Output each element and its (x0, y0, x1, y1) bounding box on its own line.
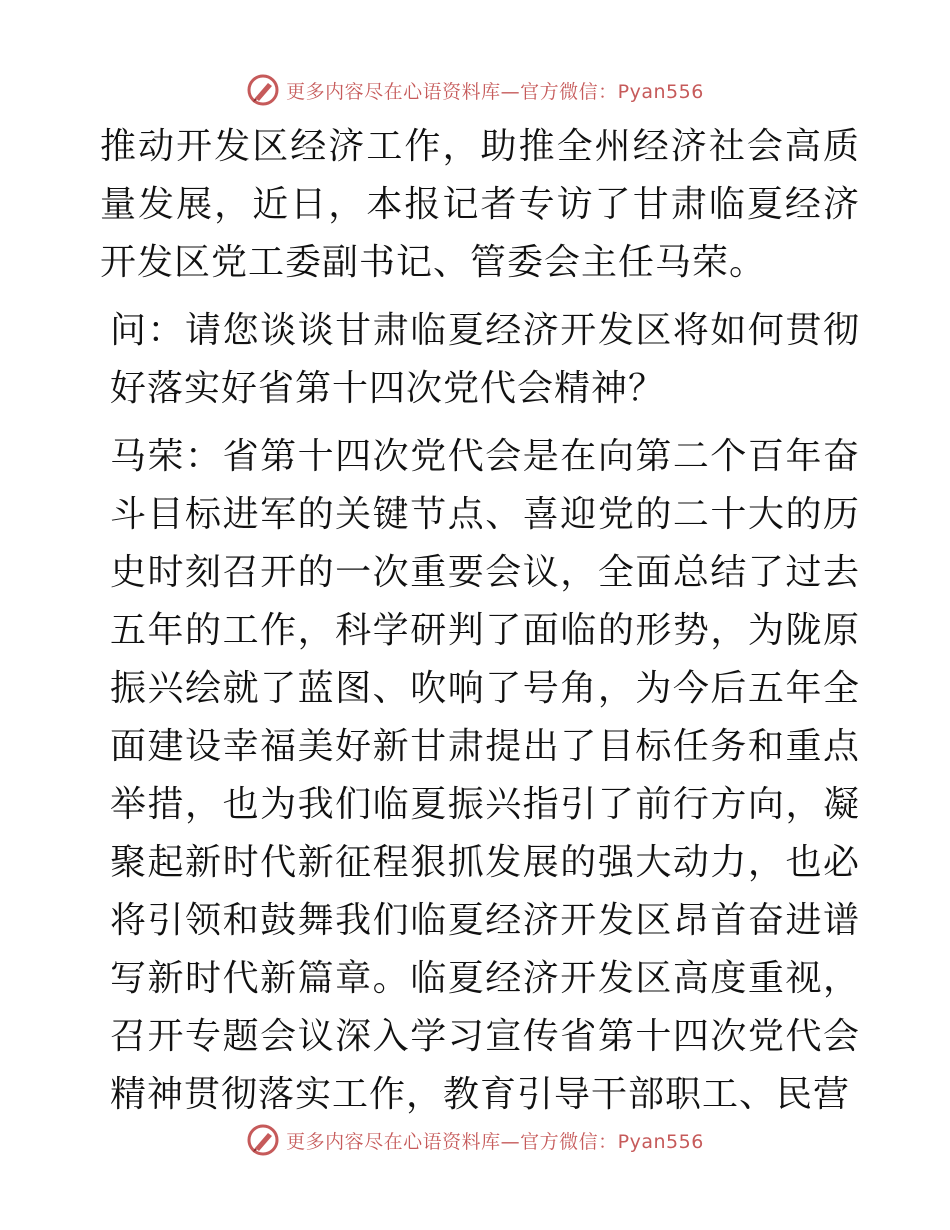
watermark-text: 更多内容尽在心语资料库—官方微信：Pyan556 (286, 80, 704, 103)
intro-paragraph: 推动开发区经济工作，助推全州经济社会高质量发展，近日，本报记者专访了甘肃临夏经济开发区党工委副书记、管委会主任马荣。 (100, 126, 860, 283)
answer-paragraph: 马荣：省第十四次党代会是在向第二个百年奋斗目标进军的关键节点、喜迎党的二十大的历史时刻召开的一次重要会议，全面总结了过去五年的工作，科学研判了面临的形势，为陇原振兴绘就了蓝图、吹响了号角，为今后五年全面建设幸福美好新甘肃提出了目标任务和重点举措，也为我们临夏振兴指引了前行方向，凝聚起新时代新征程狠抓发展的强大动力，也必将引领和鼓舞我们临夏经济开发区昂首奋进谱写新时代新篇章。临夏经济开发区高度重视，召开专题会议深入学习宣传省第十四次党代会精神贯彻落实工作，教育引导干部职工、民营 (110, 436, 860, 1115)
question-paragraph: 问：请您谈谈甘肃临夏经济开发区将如何贯彻好落实好省第十四次党代会精神？ (110, 310, 860, 409)
pen-logo-icon (246, 1123, 280, 1157)
watermark-text: 更多内容尽在心语资料库—官方微信：Pyan556 (286, 1130, 704, 1153)
header-watermark (0, 70, 950, 110)
footer-watermark (0, 1120, 950, 1160)
pen-logo-icon (246, 73, 280, 107)
article-body (100, 118, 860, 1124)
